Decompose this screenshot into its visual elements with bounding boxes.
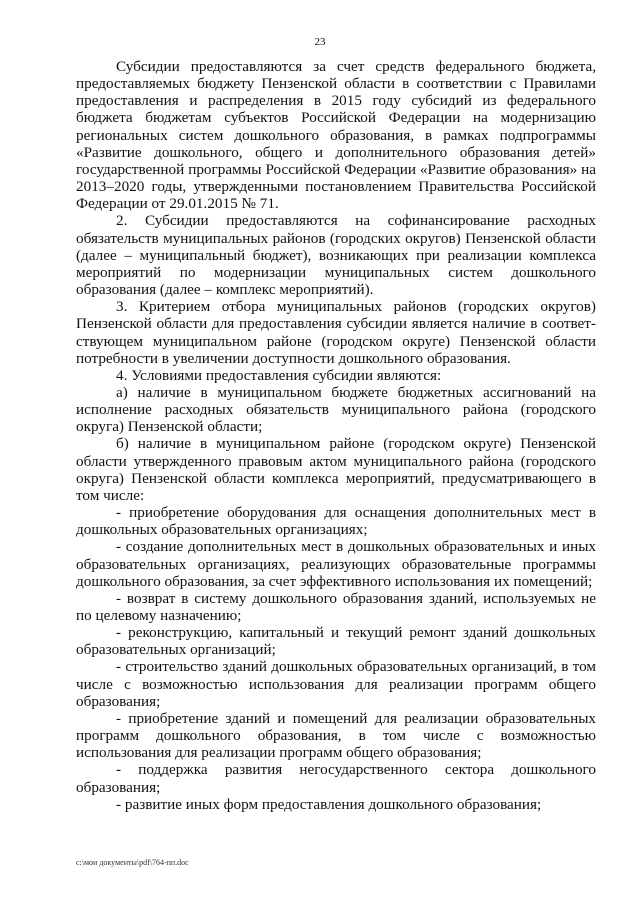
paragraph-condition-a: а) наличие в муниципальном бюджете бюджетных ассигнований на исполнение расходных обязательств муниципального района (городского округа) Пензенской области; [76,383,596,436]
list-item-equipment: - приобретение оборудования для оснащения дополнительных мест в дошкольных образовательных организациях; [76,504,596,539]
paragraph-subsidy-source: Субсидии предоставляются за счет средств федерального бюджета, предоставляемых бюджету Пензенской области в соответствии с Правилами предоставления и распределения в 2015 году субсидий из федерального бюджета бюджетам субъектов Российской Федерации на модернизацию региональных систем дошкольного образования, в рамках подпрограммы «Развитие дошкольного, общего и дополнительного образования детей» государственной программы Российской Федерации «Развитие образования» на 2013–2020 годы, утвержденными постановлением Правительства Российской Федерации от 29.01.2015 № 71. [76,58,596,213]
list-item-private-sector: - поддержка развития негосударственного сектора дошкольного образования; [76,761,596,796]
paragraph-item-2: 2. Субсидии предоставляются на софинансирование расходных обязательств муниципальных районов (городских округов) Пензенской области (далее – муниципальный бюджет), возникающих при реализации комплекса мероприятий по модернизации муниципальных систем дошкольного образования (далее – комплекс мероприятий). [76,212,596,299]
paragraph-item-3: 3. Критерием отбора муниципальных районов (городских округов) Пензенской области для предоставления субсидии является наличие в соответ-ствующем муниципальном районе (городском округе) Пензенской области потребности в увеличении доступности дошкольного образования. [76,298,596,367]
list-item-construction: - строительство зданий дошкольных образовательных организаций, в том числе с возможностью использования для реализации программ общего образования; [76,658,596,710]
paragraph-item-4: 4. Условиями предоставления субсидии являются: [116,366,442,384]
document-body [76,58,596,813]
list-item-return-buildings: - возврат в систему дошкольного образования зданий, используемых не по целевому назначению; [76,589,596,624]
footer-file-path: c:\мои документы\pdf\764-пп.doc [76,858,189,867]
list-item-acquisition: - приобретение зданий и помещений для реализации образовательных программ дошкольного образования, в том числе с возможностью использования для реализации программ общего образования; [76,709,596,762]
list-item-other-forms: - развитие иных форм предоставления дошкольного образования; [116,795,542,813]
page-number: 23 [314,36,326,48]
list-item-reconstruction: - реконструкцию, капитальный и текущий ремонт зданий дошкольных образовательных организаций; [76,624,596,659]
paragraph-condition-b: б) наличие в муниципальном районе (городском округе) Пензенской области утвержденного правовым актом муниципального района (городского округа) Пензенской области комплекса мероприятий, предусматривающего в том числе: [76,435,596,504]
list-item-additional-places: - создание дополнительных мест в дошкольных образовательных и иных образовательных организациях, реализующих образовательные программы дошкольного образования, за счет эффективного использования их помещений; [76,538,596,590]
